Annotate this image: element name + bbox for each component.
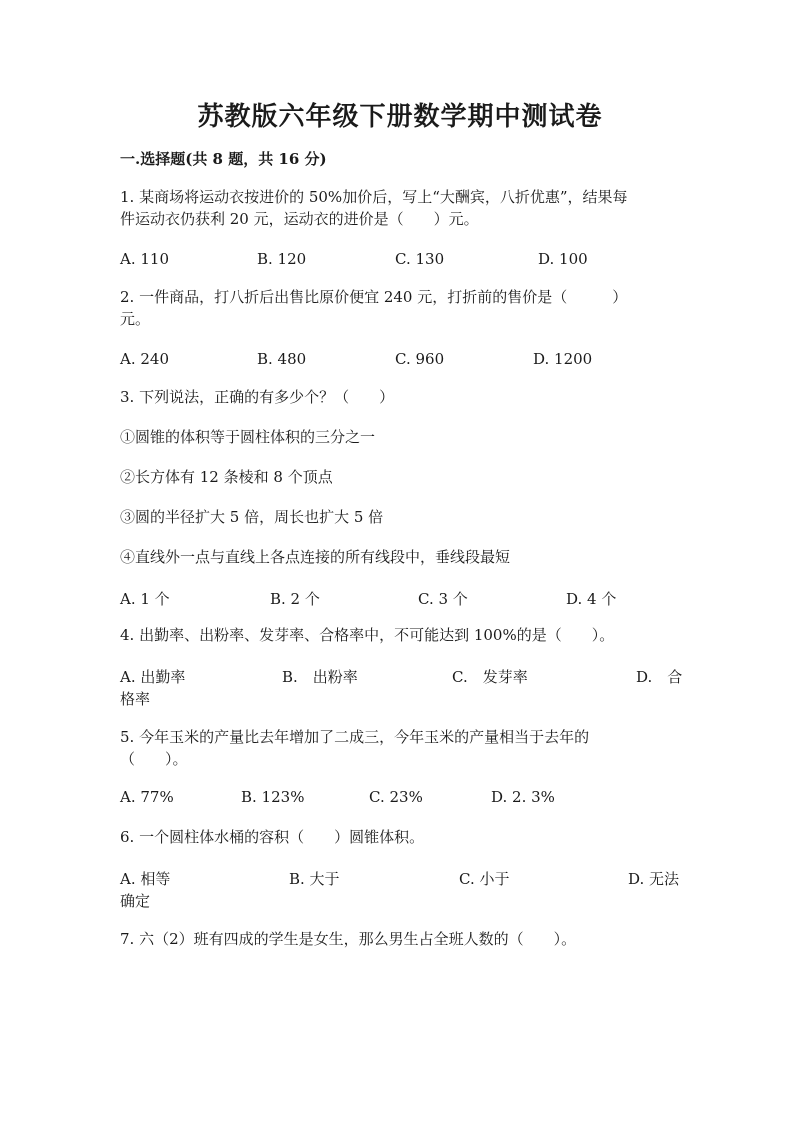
q3-statement-3: ③圆的半径扩大 5 倍，周长也扩大 5 倍 — [120, 508, 384, 526]
question-6-line-1: 6. 一个圆柱体水桶的容积（ ）圆锥体积。 — [120, 828, 425, 846]
q6-option-b: B. 大于 — [289, 870, 340, 888]
question-2-line-2: 元。 — [120, 310, 151, 328]
q5-option-a: A. 77% — [120, 788, 174, 806]
section-heading: 一.选择题(共 8 题，共 16 分) — [120, 150, 327, 168]
q1-option-b: B. 120 — [257, 250, 307, 268]
q3-option-d: D. 4 个 — [566, 590, 617, 608]
question-4-line-1: 4. 出勤率、出粉率、发芽率、合格率中，不可能达到 100%的是（ ）。 — [120, 626, 615, 644]
q3-statement-4: ④直线外一点与直线上各点连接的所有线段中，垂线段最短 — [120, 548, 511, 566]
q1-option-a: A. 110 — [120, 250, 169, 268]
question-2-line-1: 2. 一件商品，打八折后出售比原价便宜 240 元，打折前的售价是（ ） — [120, 288, 628, 306]
q6-option-d: D. 无法 — [628, 870, 680, 888]
question-3-line-1: 3. 下列说法，正确的有多少个？（ ） — [120, 388, 395, 406]
q4-option-d: D. 合 — [636, 668, 683, 686]
q1-option-c: C. 130 — [395, 250, 445, 268]
q5-option-b: B. 123% — [241, 788, 305, 806]
q3-option-c: C. 3 个 — [418, 590, 468, 608]
q2-option-d: D. 1200 — [533, 350, 593, 368]
q4-option-b: B. 出粉率 — [282, 668, 358, 686]
q2-option-a: A. 240 — [120, 350, 169, 368]
q4-option-a: A. 出勤率 — [120, 668, 186, 686]
question-1-line-1: 1. 某商场将运动衣按进价的 50%加价后，写上“大酬宾，八折优惠”，结果每 — [120, 188, 628, 206]
question-5-line-1: 5. 今年玉米的产量比去年增加了二成三，今年玉米的产量相当于去年的 — [120, 728, 590, 746]
q2-option-c: C. 960 — [395, 350, 445, 368]
question-1-line-2: 件运动衣仍获利 20 元，运动衣的进价是（ ）元。 — [120, 210, 479, 228]
q5-option-d: D. 2. 3% — [491, 788, 555, 806]
q6-option-a: A. 相等 — [120, 870, 171, 888]
q6-option-c: C. 小于 — [459, 870, 510, 888]
question-5-line-2: （ ）。 — [120, 750, 188, 768]
q4-option-c: C. 发芽率 — [452, 668, 528, 686]
q6-option-d-wrap: 确定 — [120, 892, 151, 910]
q3-statement-1: ①圆锥的体积等于圆柱体积的三分之一 — [120, 428, 376, 446]
q3-statement-2: ②长方体有 12 条棱和 8 个顶点 — [120, 468, 333, 486]
q3-option-a: A. 1 个 — [120, 590, 170, 608]
q5-option-c: C. 23% — [369, 788, 423, 806]
q4-option-d-wrap: 格率 — [120, 690, 151, 708]
exam-title: 苏教版六年级下册数学期中测试卷 — [197, 102, 603, 132]
q3-option-b: B. 2 个 — [270, 590, 320, 608]
q2-option-b: B. 480 — [257, 350, 307, 368]
question-7-line-1: 7. 六（2）班有四成的学生是女生，那么男生占全班人数的（ ）。 — [120, 930, 577, 948]
q1-option-d: D. 100 — [538, 250, 588, 268]
